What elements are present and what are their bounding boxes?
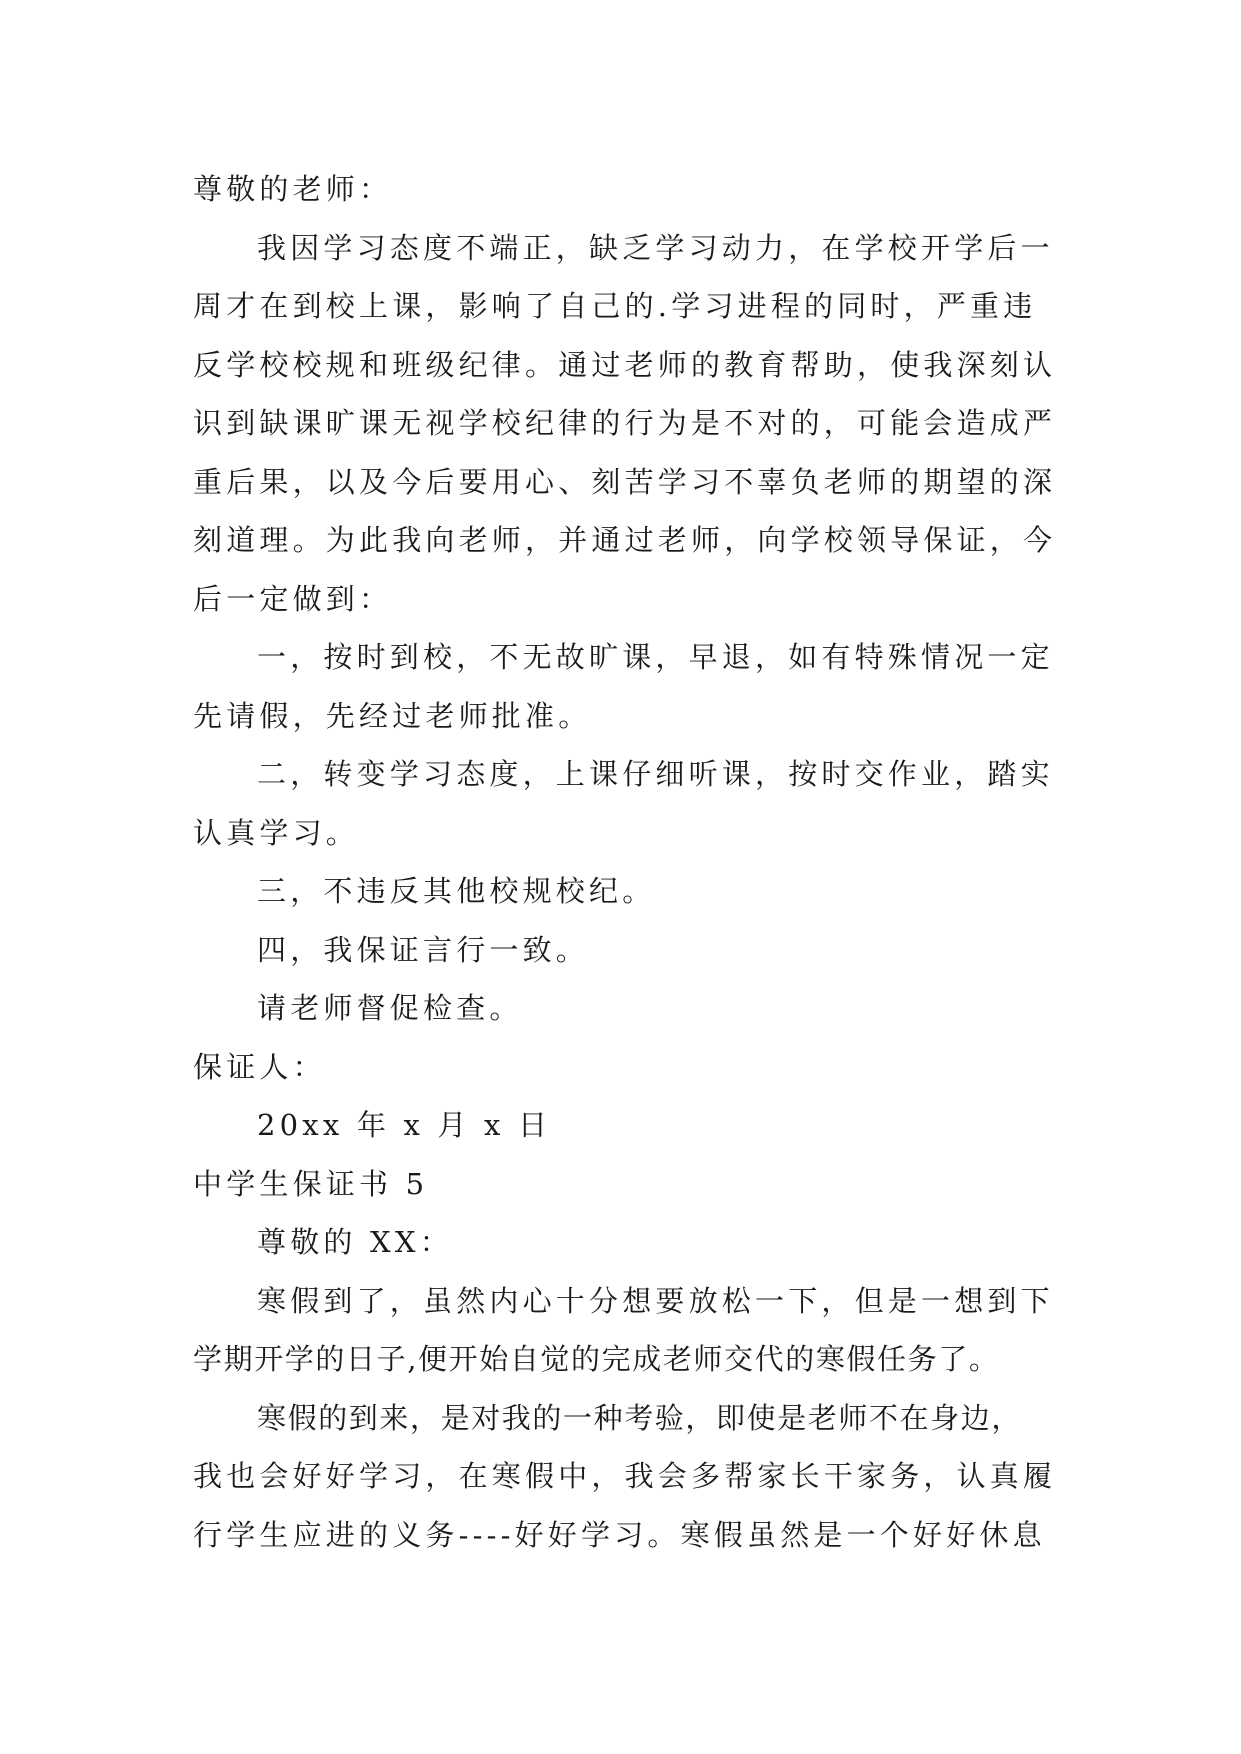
signer-label: 保证人： (193, 1049, 326, 1084)
pledge-item-2: 二，转变学习态度，上课仔细听课，按时交作业，踏实 (257, 757, 1054, 791)
pledge-item-1: 一，按时到校，不无故旷课，早退，如有特殊情况一定 (257, 640, 1054, 674)
paragraph-line: 寒假的到来，是对我的一种考验，即使是老师不在身边， (257, 1400, 1023, 1435)
document-body (193, 160, 1057, 1564)
paragraph-line: 行学生应进的义务----好好学习。寒假虽然是一个好好休息 (193, 1517, 1046, 1552)
paragraph-line: 反学校校规和班级纪律。通过老师的教育帮助，使我深刻认 (193, 347, 1057, 382)
closing-request: 请老师督促检查。 (257, 991, 523, 1025)
paragraph-line: 我因学习态度不端正，缺乏学习动力，在学校开学后一 (257, 230, 1054, 265)
salutation-2: 尊敬的 XX： (257, 1225, 453, 1259)
paragraph-line: 周才在到校上课，影响了自己的.学习进程的同时，严重违 (193, 289, 1037, 323)
pledge-item-1-cont: 先请假，先经过老师批准。 (193, 698, 592, 733)
pledge-item-3: 三，不违反其他校规校纪。 (257, 874, 656, 908)
salutation: 尊敬的老师： (193, 172, 393, 206)
paragraph-line: 重后果，以及今后要用心、刻苦学习不辜负老师的期望的深 (193, 464, 1057, 499)
date-line: 20xx 年 x 月 x 日 (257, 1108, 552, 1142)
paragraph-line: 学期开学的日子,便开始自觉的完成老师交代的寒假任务了。 (193, 1342, 1000, 1376)
paragraph-line: 我也会好好学习，在寒假中，我会多帮家长干家务，认真履 (193, 1459, 1057, 1493)
pledge-item-4: 四，我保证言行一致。 (257, 932, 590, 967)
paragraph-line: 后一定做到： (193, 581, 393, 616)
section-title: 中学生保证书 5 (193, 1166, 429, 1201)
paragraph-line: 刻道理。为此我向老师，并通过老师，向学校领导保证，今 (193, 523, 1057, 557)
paragraph-line: 寒假到了，虽然内心十分想要放松一下，但是一想到下 (257, 1283, 1054, 1318)
pledge-item-2-cont: 认真学习。 (193, 815, 360, 850)
paragraph-line: 识到缺课旷课无视学校纪律的行为是不对的，可能会造成严 (193, 406, 1057, 440)
